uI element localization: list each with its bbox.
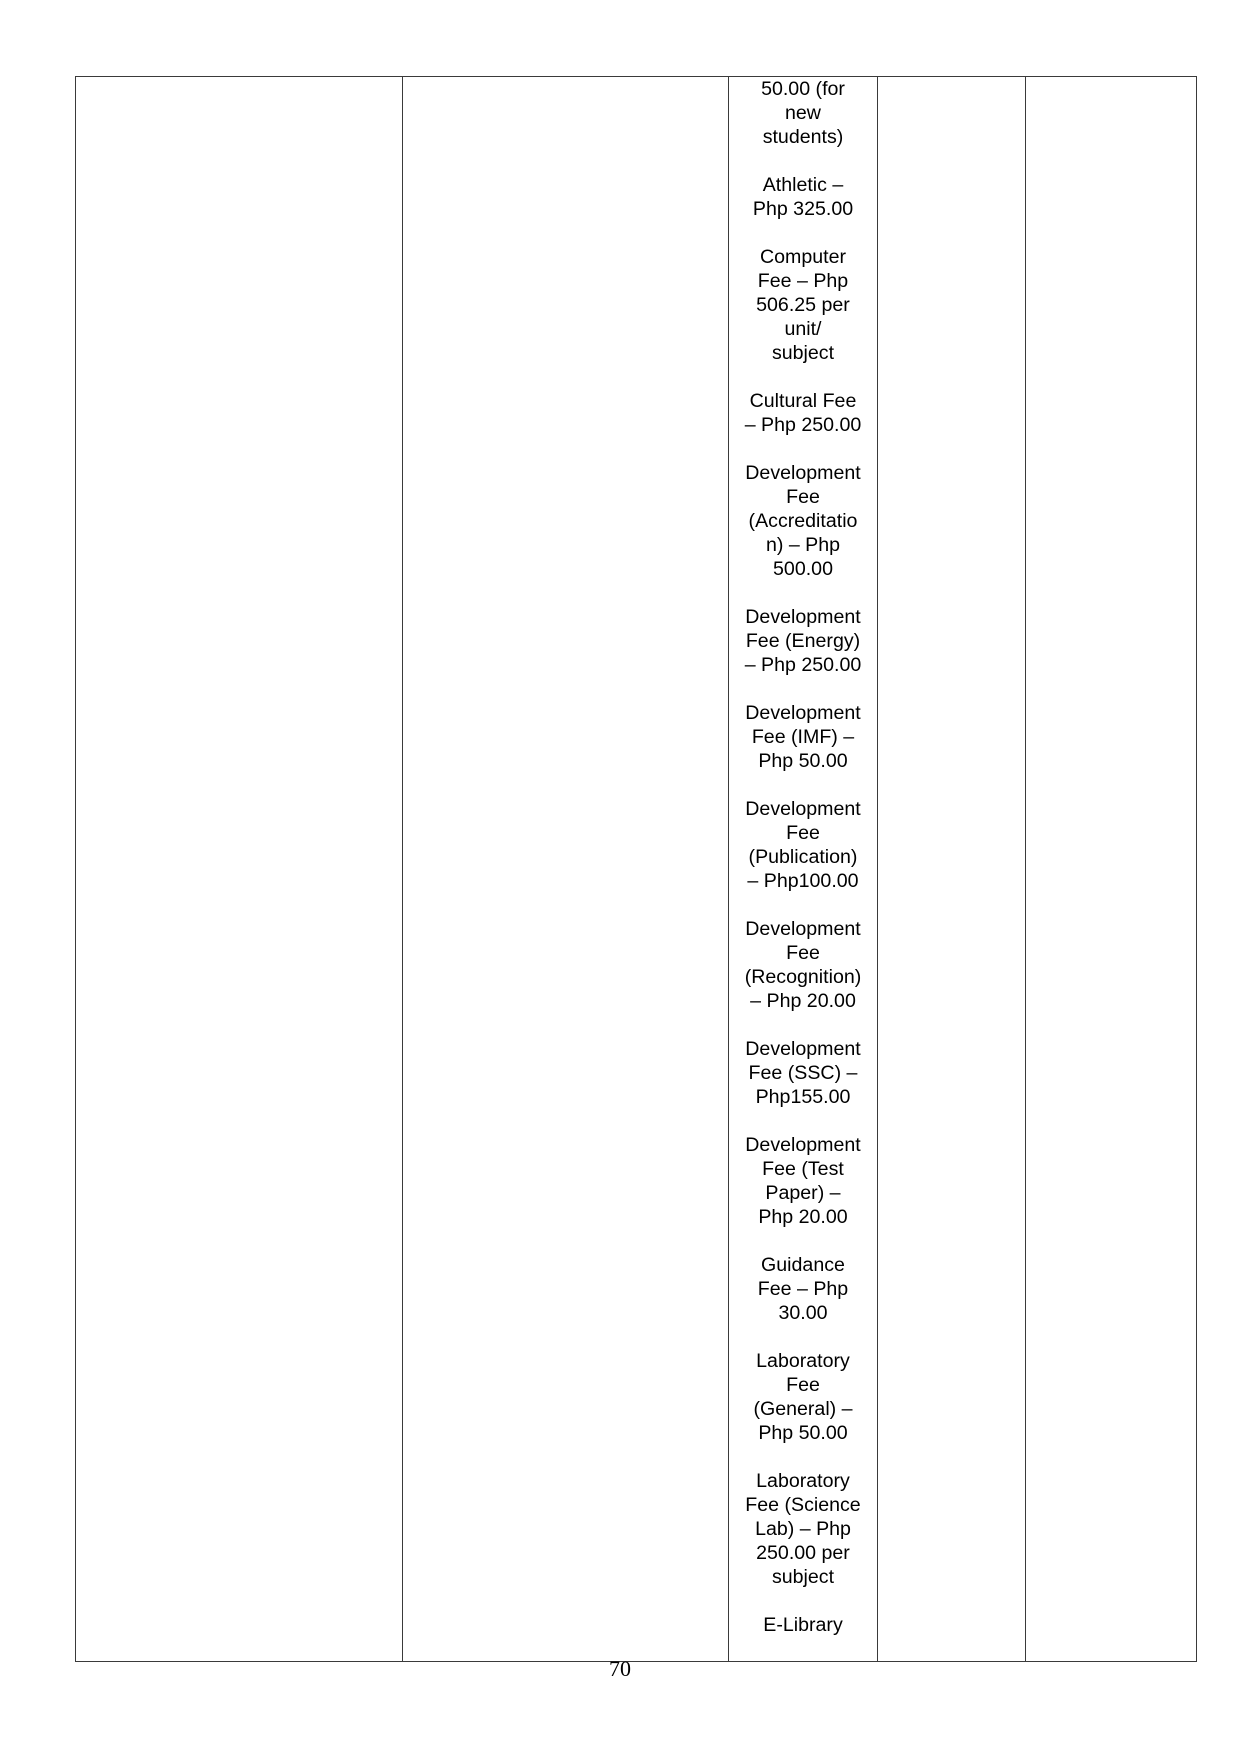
fee-line: Fee (IMF) – [751,726,855,748]
fee-line: Laboratory [756,1350,850,1372]
fee-entry [729,1613,877,1637]
fee-line: (Recognition) [744,966,862,988]
fee-entry [729,1037,877,1109]
fee-line: 506.25 per [756,294,850,316]
fee-line: subject [771,342,835,364]
fee-line: Php 50.00 [758,750,848,772]
fee-line: Php 50.00 [758,1422,848,1444]
fee-entry [729,77,877,149]
fee-line: Fee [786,486,820,508]
fee-line: Paper) – [765,1182,841,1204]
fee-entry [729,701,877,773]
fee-line: Fee (Science [745,1494,861,1516]
fee-line: 30.00 [778,1302,828,1324]
table-row [76,77,1197,1662]
fee-line: Development [745,798,861,820]
empty-cell-1 [76,77,403,1662]
fee-entry [729,605,877,677]
fee-line: students) [762,126,844,148]
fee-line: Computer [759,246,847,268]
fee-line: E-Library [763,1614,843,1636]
fee-line: Laboratory [756,1470,850,1492]
fee-line: Fee [786,942,820,964]
fee-line: subject [771,1566,835,1588]
fee-entry [729,797,877,893]
page-number: 70 [609,1656,631,1681]
fee-entry [729,245,877,365]
fee-line: Fee [786,822,820,844]
fee-line: n) – Php [765,534,841,556]
fee-line: 500.00 [773,558,833,580]
fee-line: Cultural Fee [749,390,857,412]
fees-list [729,77,877,1637]
fee-line: – Php 20.00 [750,990,856,1012]
fee-line: new [785,102,821,124]
fee-line: Guidance [761,1254,845,1276]
fee-line: 50.00 (for [761,78,845,100]
fee-line: – Php 250.00 [744,654,862,676]
fee-entry [729,461,877,581]
fee-line: Php 20.00 [758,1206,848,1228]
fee-line: Development [745,462,861,484]
fee-line: – Php 250.00 [744,414,862,436]
fee-entry [729,1469,877,1589]
fee-line: (Publication) [748,846,858,868]
fee-line: Development [745,1038,861,1060]
fee-line: Athletic – [762,174,844,196]
fee-line: Fee – Php [757,1278,849,1300]
fee-line: (Accreditatio [748,510,858,532]
empty-cell-4 [878,77,1026,1662]
empty-cell-2 [403,77,729,1662]
fee-entry [729,173,877,221]
fee-line: – Php100.00 [747,870,859,892]
fee-line: Development [745,606,861,628]
fee-line: Development [745,702,861,724]
fee-line: Development [745,1134,861,1156]
fee-line: (General) – [753,1398,853,1420]
fee-line: Lab) – Php [755,1518,851,1540]
fee-line: Fee [786,1374,820,1396]
fee-line: unit/ [784,318,822,340]
empty-cell-5 [1026,77,1197,1662]
fee-line: Php155.00 [755,1086,851,1108]
fee-entry [729,917,877,1013]
fee-line: Php 325.00 [752,198,854,220]
fee-entry [729,389,877,437]
fee-entry [729,1349,877,1445]
fee-line: Fee – Php [757,270,849,292]
fee-entry [729,1253,877,1325]
fee-line: Fee (Test [762,1158,844,1180]
fee-line: 250.00 per [756,1542,850,1564]
fee-line: Fee (SSC) – [748,1062,858,1084]
fee-line: Development [745,918,861,940]
fee-table [75,76,1197,1662]
fees-cell [729,77,878,1662]
fee-entry [729,1133,877,1229]
fee-line: Fee (Energy) [745,630,861,652]
